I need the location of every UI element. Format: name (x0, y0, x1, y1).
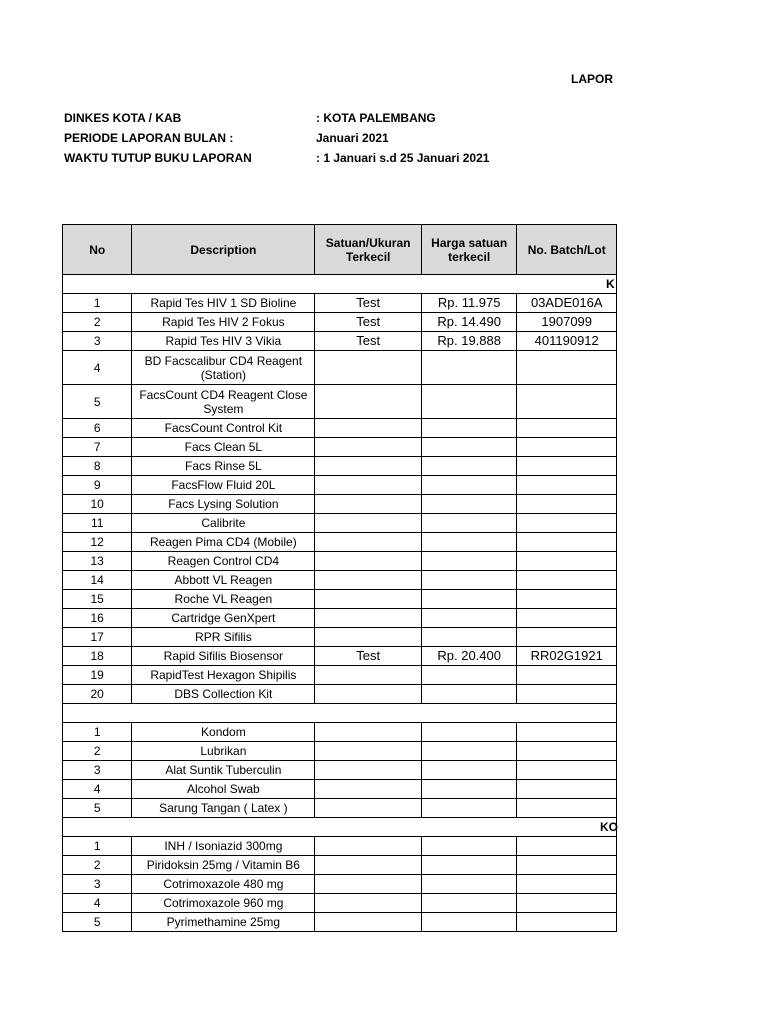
table-row (63, 723, 617, 742)
cell-price (421, 590, 517, 609)
cell-no: 2 (63, 742, 132, 761)
table-row (63, 894, 617, 913)
cell-batch (517, 875, 617, 894)
cell-unit (315, 514, 422, 533)
cell-no: 19 (63, 666, 132, 685)
table-row (63, 685, 617, 704)
cell-price (421, 552, 517, 571)
cell-no: 15 (63, 590, 132, 609)
cell-description: Pyrimethamine 25mg (132, 913, 315, 932)
cell-description: Facs Clean 5L (132, 438, 315, 457)
table-row (63, 571, 617, 590)
cell-no: 7 (63, 438, 132, 457)
cell-unit (315, 894, 422, 913)
cell-batch (517, 552, 617, 571)
cell-price: Rp. 19.888 (421, 332, 517, 351)
cell-description: Reagen Pima CD4 (Mobile) (132, 533, 315, 552)
section-header-label: KO (600, 820, 618, 834)
cell-price (421, 476, 517, 495)
cell-no: 20 (63, 685, 132, 704)
cell-no: 3 (63, 761, 132, 780)
cell-batch: 1907099 (517, 313, 617, 332)
cell-unit (315, 457, 422, 476)
cell-unit (315, 666, 422, 685)
cell-description: FacsFlow Fluid 20L (132, 476, 315, 495)
cell-unit (315, 856, 422, 875)
cell-description: BD Facscalibur CD4 Reagent (Station) (132, 351, 315, 385)
table-row (63, 913, 617, 932)
section-header-row (63, 275, 617, 294)
col-header-price: Harga satuan terkecil (421, 225, 517, 275)
table-body (63, 275, 617, 932)
cell-unit (315, 780, 422, 799)
table-row (63, 761, 617, 780)
cell-description: DBS Collection Kit (132, 685, 315, 704)
cell-unit (315, 875, 422, 894)
cell-batch: 03ADE016A (517, 294, 617, 313)
cell-no: 16 (63, 609, 132, 628)
cell-no: 13 (63, 552, 132, 571)
cell-price (421, 351, 517, 385)
meta-value: : 1 Januari s.d 25 Januari 2021 (316, 151, 490, 165)
cell-batch (517, 742, 617, 761)
cell-price (421, 438, 517, 457)
cell-unit (315, 533, 422, 552)
cell-price (421, 514, 517, 533)
cell-price (421, 609, 517, 628)
cell-batch (517, 457, 617, 476)
stock-table (62, 224, 617, 932)
cell-no: 4 (63, 351, 132, 385)
cell-price (421, 780, 517, 799)
cell-price (421, 742, 517, 761)
cell-batch (517, 837, 617, 856)
cell-batch (517, 685, 617, 704)
cell-batch (517, 856, 617, 875)
cell-no: 3 (63, 332, 132, 351)
cell-price (421, 913, 517, 932)
cell-description: RapidTest Hexagon Shipilis (132, 666, 315, 685)
cell-price: Rp. 20.400 (421, 647, 517, 666)
cell-price (421, 837, 517, 856)
cell-batch (517, 351, 617, 385)
cell-description: Rapid Tes HIV 3 Vikia (132, 332, 315, 351)
cell-unit (315, 571, 422, 590)
col-header-batch: No. Batch/Lot (517, 225, 617, 275)
cell-description: FacsCount CD4 Reagent Close System (132, 385, 315, 419)
cell-unit (315, 552, 422, 571)
cell-batch (517, 723, 617, 742)
section-header-row (63, 818, 617, 837)
table-row (63, 837, 617, 856)
cell-unit (315, 590, 422, 609)
meta-label: PERIODE LAPORAN BULAN : (64, 131, 234, 145)
table-row (63, 495, 617, 514)
cell-unit (315, 799, 422, 818)
cell-batch (517, 419, 617, 438)
cell-unit (315, 913, 422, 932)
col-header-description: Description (132, 225, 315, 275)
cell-description: Piridoksin 25mg / Vitamin B6 (132, 856, 315, 875)
cell-unit (315, 628, 422, 647)
cell-unit (315, 476, 422, 495)
cell-price (421, 761, 517, 780)
cell-no: 6 (63, 419, 132, 438)
cell-no: 12 (63, 533, 132, 552)
cell-batch (517, 894, 617, 913)
table-row (63, 294, 617, 313)
cell-price: Rp. 11.975 (421, 294, 517, 313)
cell-price (421, 666, 517, 685)
cell-no: 4 (63, 780, 132, 799)
cell-no: 4 (63, 894, 132, 913)
cell-unit (315, 495, 422, 514)
cell-no: 17 (63, 628, 132, 647)
cell-description: Sarung Tangan ( Latex ) (132, 799, 315, 818)
cell-unit: Test (315, 332, 422, 351)
cell-description: Cotrimoxazole 480 mg (132, 875, 315, 894)
cell-price (421, 856, 517, 875)
cell-description: FacsCount Control Kit (132, 419, 315, 438)
cell-unit (315, 609, 422, 628)
cell-description: Lubrikan (132, 742, 315, 761)
table-row (63, 457, 617, 476)
cell-description: Calibrite (132, 514, 315, 533)
report-title: LAPOR (571, 72, 613, 86)
cell-price (421, 385, 517, 419)
meta-value: : KOTA PALEMBANG (316, 111, 436, 125)
cell-batch (517, 533, 617, 552)
table-row (63, 438, 617, 457)
table-row (63, 351, 617, 385)
section-header-cell (63, 818, 617, 837)
section-header-label: K (606, 277, 615, 291)
cell-price (421, 533, 517, 552)
table-row (63, 666, 617, 685)
cell-unit: Test (315, 313, 422, 332)
table-row (63, 590, 617, 609)
cell-batch (517, 590, 617, 609)
cell-batch (517, 761, 617, 780)
cell-description: Reagen Control CD4 (132, 552, 315, 571)
cell-no: 2 (63, 856, 132, 875)
cell-no: 1 (63, 723, 132, 742)
cell-no: 2 (63, 313, 132, 332)
cell-unit (315, 351, 422, 385)
cell-no: 8 (63, 457, 132, 476)
cell-batch (517, 385, 617, 419)
table-row (63, 419, 617, 438)
table-row (63, 799, 617, 818)
cell-description: Rapid Tes HIV 2 Fokus (132, 313, 315, 332)
meta-label: WAKTU TUTUP BUKU LAPORAN (64, 151, 252, 165)
table-row (63, 780, 617, 799)
cell-batch (517, 609, 617, 628)
cell-price (421, 723, 517, 742)
col-header-no: No (63, 225, 132, 275)
cell-unit (315, 438, 422, 457)
cell-no: 11 (63, 514, 132, 533)
section-spacer-row (63, 704, 617, 723)
table-row (63, 609, 617, 628)
cell-description: Abbott VL Reagen (132, 571, 315, 590)
meta-label: DINKES KOTA / KAB (64, 111, 182, 125)
cell-batch: 401190912 (517, 332, 617, 351)
cell-price (421, 457, 517, 476)
table-row (63, 628, 617, 647)
cell-description: Cartridge GenXpert (132, 609, 315, 628)
cell-batch (517, 495, 617, 514)
table-row (63, 476, 617, 495)
cell-no: 10 (63, 495, 132, 514)
cell-description: RPR Sifilis (132, 628, 315, 647)
table-row (63, 647, 617, 666)
cell-description: Cotrimoxazole 960 mg (132, 894, 315, 913)
cell-batch (517, 799, 617, 818)
cell-batch (517, 780, 617, 799)
cell-price (421, 894, 517, 913)
cell-description: Facs Lysing Solution (132, 495, 315, 514)
cell-no: 1 (63, 837, 132, 856)
cell-no: 5 (63, 913, 132, 932)
cell-description: Roche VL Reagen (132, 590, 315, 609)
cell-price (421, 685, 517, 704)
cell-batch (517, 628, 617, 647)
cell-batch (517, 571, 617, 590)
meta-value: Januari 2021 (316, 131, 389, 145)
cell-unit (315, 723, 422, 742)
table-row (63, 514, 617, 533)
table-row (63, 533, 617, 552)
cell-description: Rapid Sifilis Biosensor (132, 647, 315, 666)
cell-price (421, 419, 517, 438)
cell-batch (517, 514, 617, 533)
cell-unit (315, 419, 422, 438)
cell-unit (315, 685, 422, 704)
section-spacer-cell (63, 704, 617, 723)
cell-batch: RR02G1921 (517, 647, 617, 666)
cell-unit (315, 742, 422, 761)
table-header-row (63, 225, 617, 275)
cell-no: 5 (63, 385, 132, 419)
cell-batch (517, 476, 617, 495)
cell-description: Facs Rinse 5L (132, 457, 315, 476)
cell-no: 9 (63, 476, 132, 495)
cell-no: 5 (63, 799, 132, 818)
col-header-unit: Satuan/Ukuran Terkecil (315, 225, 422, 275)
cell-no: 14 (63, 571, 132, 590)
cell-description: Alcohol Swab (132, 780, 315, 799)
table-row (63, 875, 617, 894)
cell-no: 1 (63, 294, 132, 313)
section-header-cell (63, 275, 617, 294)
cell-description: INH / Isoniazid 300mg (132, 837, 315, 856)
cell-unit: Test (315, 294, 422, 313)
cell-unit (315, 385, 422, 419)
table-row (63, 332, 617, 351)
cell-batch (517, 666, 617, 685)
cell-price: Rp. 14.490 (421, 313, 517, 332)
cell-unit: Test (315, 647, 422, 666)
cell-price (421, 875, 517, 894)
table-row (63, 742, 617, 761)
cell-unit (315, 761, 422, 780)
cell-batch (517, 438, 617, 457)
cell-no: 18 (63, 647, 132, 666)
cell-batch (517, 913, 617, 932)
table-row (63, 385, 617, 419)
cell-price (421, 628, 517, 647)
cell-description: Rapid Tes HIV 1 SD Bioline (132, 294, 315, 313)
table-row (63, 552, 617, 571)
table-row (63, 856, 617, 875)
cell-description: Alat Suntik Tuberculin (132, 761, 315, 780)
cell-price (421, 799, 517, 818)
cell-price (421, 571, 517, 590)
table-row (63, 313, 617, 332)
cell-description: Kondom (132, 723, 315, 742)
cell-no: 3 (63, 875, 132, 894)
cell-unit (315, 837, 422, 856)
cell-price (421, 495, 517, 514)
